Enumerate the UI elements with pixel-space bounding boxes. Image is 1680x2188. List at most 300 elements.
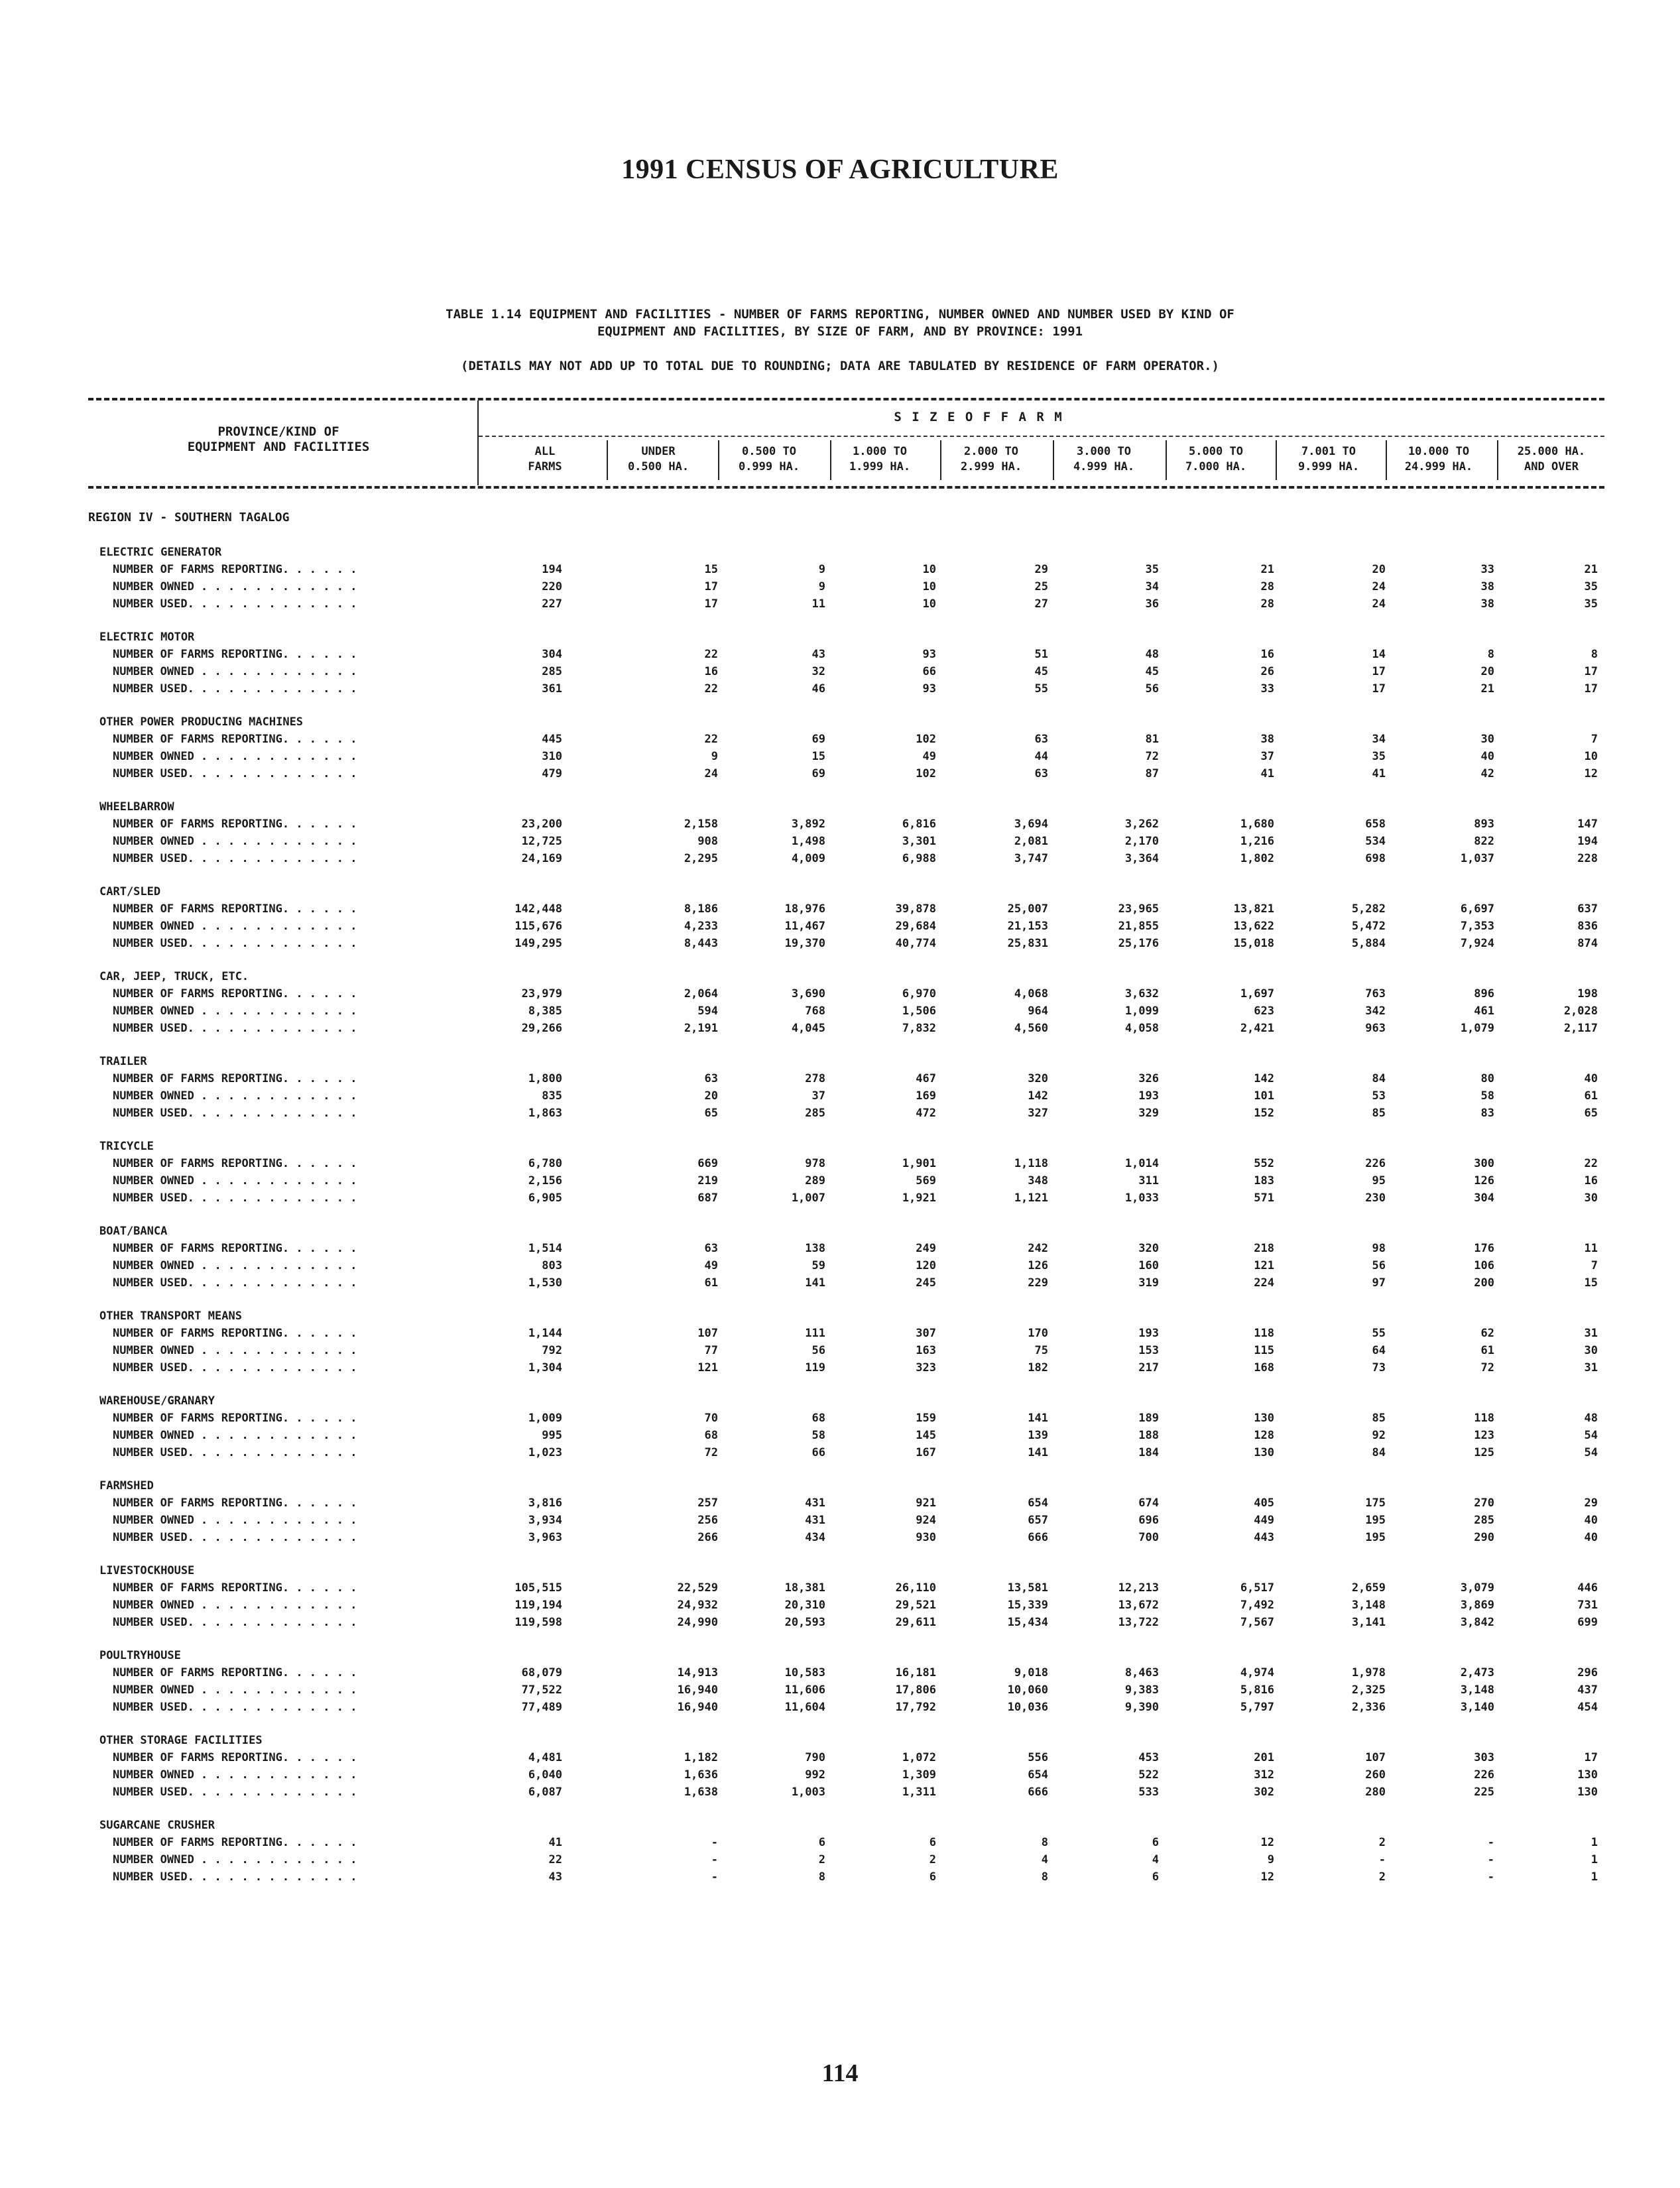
table-cell: 224	[1254, 1276, 1274, 1290]
table-cell: 41	[1372, 767, 1386, 780]
table-cell: 115,676	[514, 920, 562, 933]
table-cell: 194	[542, 563, 562, 576]
row-label: NUMBER USED. . . . . . . . . . . . .	[113, 1361, 357, 1374]
table-cell: 193	[1138, 1327, 1159, 1340]
category-block	[99, 629, 1611, 698]
table-cell: 93	[922, 682, 936, 696]
table-cell: 61	[1480, 1344, 1494, 1357]
table-cell: 182	[1028, 1361, 1048, 1374]
table-cell: 1,037	[1460, 852, 1494, 865]
table-cell: 125	[1474, 1446, 1494, 1459]
table-cell: 68	[704, 1429, 718, 1442]
category-block	[99, 1053, 1611, 1122]
table-cell: 9,018	[1014, 1666, 1048, 1679]
table-cell: 17,792	[895, 1701, 936, 1714]
table-cell: 183	[1254, 1174, 1274, 1187]
row-label: NUMBER USED. . . . . . . . . . . . .	[113, 1531, 357, 1544]
table-cell: 1,007	[791, 1191, 825, 1205]
table-cell: 29	[1584, 1496, 1598, 1510]
table-cell: 1	[1590, 1853, 1598, 1866]
table-cell: 431	[805, 1514, 825, 1527]
table-cell: 5,472	[1351, 920, 1386, 933]
table-row-used	[99, 1359, 1611, 1376]
column-header-line2: 0.999 HA.	[738, 460, 800, 473]
column-header-line2: AND OVER	[1524, 460, 1579, 473]
table-cell: 225	[1474, 1786, 1494, 1799]
table-cell: 3,140	[1460, 1701, 1494, 1714]
table-cell: 3,747	[1014, 852, 1048, 865]
table-cell: 245	[916, 1276, 936, 1290]
table-cell: 657	[1028, 1514, 1048, 1527]
table-cell: 17	[1372, 665, 1386, 678]
stub-header	[99, 424, 457, 455]
table-cell: 3,816	[528, 1496, 562, 1510]
table-cell: 256	[697, 1514, 718, 1527]
table-cell: 2,170	[1124, 835, 1159, 848]
table-cell: 38	[1480, 580, 1494, 593]
table-cell: 836	[1577, 920, 1598, 933]
table-cell: 69	[811, 733, 825, 746]
table-cell: 20,593	[784, 1616, 825, 1629]
table-cell: 22	[704, 733, 718, 746]
table-cell: 696	[1138, 1514, 1159, 1527]
table-cell: 53	[1372, 1089, 1386, 1103]
table-cell: 437	[1577, 1683, 1598, 1697]
table-cell: 37	[1260, 750, 1274, 763]
table-cell: 1,309	[902, 1768, 936, 1782]
category-block	[99, 968, 1611, 1037]
table-cell: 654	[1028, 1496, 1048, 1510]
table-cell: 22,529	[677, 1581, 718, 1595]
column-header-line1: 25.000 HA.	[1517, 445, 1586, 458]
size-rule	[479, 436, 1604, 437]
table-cell: 16	[1260, 648, 1274, 661]
table-cell: 87	[1145, 767, 1159, 780]
category-name: POULTRYHOUSE	[99, 1649, 181, 1662]
stub-header-line2: EQUIPMENT AND FACILITIES	[187, 440, 370, 454]
table-cell: 285	[805, 1107, 825, 1120]
table-cell: 6,040	[528, 1768, 562, 1782]
table-cell: 37	[811, 1089, 825, 1103]
table-cell: 54	[1584, 1429, 1598, 1442]
table-cell: 8,443	[684, 937, 718, 950]
table-cell: 226	[1474, 1768, 1494, 1782]
table-cell: 1,023	[528, 1446, 562, 1459]
table-cell: 3,892	[791, 818, 825, 831]
table-cell: 9	[818, 563, 825, 576]
row-label: NUMBER USED. . . . . . . . . . . . .	[113, 1616, 357, 1629]
table-cell: 260	[1365, 1768, 1386, 1782]
category-name: LIVESTOCKHOUSE	[99, 1564, 195, 1577]
data-table	[99, 544, 1611, 1902]
table-cell: 198	[1577, 987, 1598, 1001]
table-cell: 48	[1584, 1412, 1598, 1425]
column-header-line1: 3.000 TO	[1077, 445, 1131, 458]
table-cell: 2,325	[1351, 1683, 1386, 1697]
table-row-reporting	[99, 1749, 1611, 1766]
table-cell: 666	[1028, 1786, 1048, 1799]
table-cell: 228	[1577, 852, 1598, 865]
table-cell: 1,003	[791, 1786, 825, 1799]
table-row-reporting	[99, 1834, 1611, 1851]
table-cell: 66	[922, 665, 936, 678]
table-cell: 61	[704, 1276, 718, 1290]
header-bottom-rule	[88, 486, 1604, 489]
table-cell: 3,079	[1460, 1581, 1494, 1595]
table-cell: 83	[1480, 1107, 1494, 1120]
table-cell: 80	[1480, 1072, 1494, 1085]
table-cell: 118	[1474, 1412, 1494, 1425]
category-name: TRAILER	[99, 1055, 147, 1068]
table-row-used	[99, 680, 1611, 698]
table-cell: 30	[1584, 1191, 1598, 1205]
table-cell: 10	[1584, 750, 1598, 763]
table-cell: 13,821	[1233, 902, 1274, 916]
category-block	[99, 1647, 1611, 1716]
table-cell: 85	[1372, 1412, 1386, 1425]
table-cell: 22	[1584, 1157, 1598, 1170]
table-cell: 34	[1145, 580, 1159, 593]
category-block	[99, 713, 1611, 782]
table-cell: 123	[1474, 1429, 1494, 1442]
table-cell: 445	[542, 733, 562, 746]
table-cell: 56	[1145, 682, 1159, 696]
table-cell: 6,517	[1240, 1581, 1274, 1595]
column-header-line2: 1.999 HA.	[849, 460, 911, 473]
table-cell: 6,087	[528, 1786, 562, 1799]
table-cell: 141	[1028, 1446, 1048, 1459]
category-block	[99, 1732, 1611, 1801]
table-cell: 3,963	[528, 1531, 562, 1544]
category-block	[99, 1817, 1611, 1886]
table-row-owned	[99, 1087, 1611, 1105]
table-cell: 77,522	[521, 1683, 562, 1697]
row-label: NUMBER OF FARMS REPORTING. . . . . .	[113, 1327, 357, 1340]
table-cell: 1,802	[1240, 852, 1274, 865]
table-cell: 307	[916, 1327, 936, 1340]
table-cell: 17	[1372, 682, 1386, 696]
table-cell: 59	[811, 1259, 825, 1272]
table-cell: 2,336	[1351, 1701, 1386, 1714]
table-cell: 312	[1254, 1768, 1274, 1782]
category-block	[99, 1392, 1611, 1461]
table-cell: 405	[1254, 1496, 1274, 1510]
table-row-reporting	[99, 900, 1611, 918]
table-cell: 3,694	[1014, 818, 1048, 831]
table-cell: 102	[916, 733, 936, 746]
table-cell: 319	[1138, 1276, 1159, 1290]
table-cell: 1	[1590, 1836, 1598, 1849]
table-cell: 130	[1254, 1446, 1274, 1459]
table-cell: 13,722	[1118, 1616, 1159, 1629]
table-cell: 163	[916, 1344, 936, 1357]
row-label: NUMBER USED. . . . . . . . . . . . .	[113, 682, 357, 696]
column-header-line2: 7.000 HA.	[1185, 460, 1247, 473]
table-cell: 454	[1577, 1701, 1598, 1714]
table-cell: 45	[1145, 665, 1159, 678]
table-cell: 29,684	[895, 920, 936, 933]
row-label: NUMBER OF FARMS REPORTING. . . . . .	[113, 818, 357, 831]
table-cell: 2,028	[1563, 1004, 1598, 1018]
table-cell: 4	[1041, 1853, 1048, 1866]
table-cell: 169	[916, 1089, 936, 1103]
table-cell: 73	[1372, 1361, 1386, 1374]
table-cell: 142	[1254, 1072, 1274, 1085]
table-cell: 167	[916, 1446, 936, 1459]
table-cell: 25,176	[1118, 937, 1159, 950]
table-cell: 533	[1138, 1786, 1159, 1799]
column-header-line1: 5.000 TO	[1189, 445, 1243, 458]
table-cell: 654	[1028, 1768, 1048, 1782]
table-cell: 35	[1372, 750, 1386, 763]
table-row-used	[99, 1868, 1611, 1886]
table-cell: 431	[805, 1496, 825, 1510]
table-cell: 5,884	[1351, 937, 1386, 950]
table-cell: 6	[929, 1836, 936, 1849]
table-cell: 4,974	[1240, 1666, 1274, 1679]
table-cell: 168	[1254, 1361, 1274, 1374]
table-cell: 12	[1584, 767, 1598, 780]
table-cell: 569	[916, 1174, 936, 1187]
table-row-used	[99, 1784, 1611, 1801]
category-block	[99, 1307, 1611, 1376]
table-cell: 159	[916, 1412, 936, 1425]
table-cell: 35	[1584, 580, 1598, 593]
row-label: NUMBER OF FARMS REPORTING. . . . . .	[113, 987, 357, 1001]
table-cell: 4	[1152, 1853, 1159, 1866]
column-header-line1: 7.001 TO	[1301, 445, 1356, 458]
table-cell: 72	[1145, 750, 1159, 763]
table-row-owned	[99, 1342, 1611, 1359]
table-cell: 290	[1474, 1531, 1494, 1544]
table-cell: 138	[805, 1242, 825, 1255]
table-cell: 95	[1372, 1174, 1386, 1187]
table-cell: 8	[1041, 1870, 1048, 1884]
table-row-reporting	[99, 816, 1611, 833]
row-label: NUMBER OF FARMS REPORTING. . . . . .	[113, 563, 357, 576]
table-cell: 170	[1028, 1327, 1048, 1340]
row-label: NUMBER OWNED . . . . . . . . . . . .	[113, 1599, 357, 1612]
column-header-line1: 2.000 TO	[964, 445, 1018, 458]
table-cell: 20	[704, 1089, 718, 1103]
table-cell: 4,560	[1014, 1022, 1048, 1035]
table-cell: 24	[1372, 597, 1386, 611]
table-cell: 242	[1028, 1242, 1048, 1255]
table-row-reporting	[99, 646, 1611, 663]
table-cell: 70	[704, 1412, 718, 1425]
table-row-owned	[99, 663, 1611, 680]
table-cell: 63	[704, 1242, 718, 1255]
table-cell: 16	[1584, 1174, 1598, 1187]
table-cell: 763	[1365, 987, 1386, 1001]
table-cell: 33	[1480, 563, 1494, 576]
table-row-reporting	[99, 561, 1611, 578]
table-row-reporting	[99, 1070, 1611, 1087]
row-label: NUMBER OF FARMS REPORTING. . . . . .	[113, 1157, 357, 1170]
table-cell: 111	[805, 1327, 825, 1340]
table-cell: 2	[818, 1853, 825, 1866]
table-cell: 189	[1138, 1412, 1159, 1425]
table-cell: 48	[1145, 648, 1159, 661]
table-cell: 4,481	[528, 1751, 562, 1764]
table-cell: 21,153	[1007, 920, 1048, 933]
table-cell: 2,081	[1014, 835, 1048, 848]
table-cell: 9	[711, 750, 718, 763]
table-cell: 226	[1365, 1157, 1386, 1170]
table-cell: 6,970	[902, 987, 936, 1001]
table-cell: 4,045	[791, 1022, 825, 1035]
table-cell: 16,181	[895, 1666, 936, 1679]
table-cell: 141	[1028, 1412, 1048, 1425]
table-cell: -	[1487, 1836, 1494, 1849]
row-label: NUMBER OF FARMS REPORTING. . . . . .	[113, 902, 357, 916]
table-cell: 1,638	[684, 1786, 718, 1799]
table-cell: 1,901	[902, 1157, 936, 1170]
row-label: NUMBER USED. . . . . . . . . . . . .	[113, 1276, 357, 1290]
table-cell: 34	[1372, 733, 1386, 746]
table-cell: 2,191	[684, 1022, 718, 1035]
table-cell: 23,965	[1118, 902, 1159, 916]
table-cell: 39,878	[895, 902, 936, 916]
table-cell: 23,200	[521, 818, 562, 831]
table-row-owned	[99, 1257, 1611, 1274]
table-cell: 6,697	[1460, 902, 1494, 916]
table-cell: 449	[1254, 1514, 1274, 1527]
table-note: (DETAILS MAY NOT ADD UP TO TOTAL DUE TO ROUNDING; DATA ARE TABULATED BY RESIDENCE OF FARM OPERATOR.)	[461, 359, 1219, 373]
table-cell: 17	[1584, 665, 1598, 678]
table-cell: 8	[818, 1870, 825, 1884]
table-cell: 55	[1372, 1327, 1386, 1340]
table-cell: 698	[1365, 852, 1386, 865]
table-cell: 152	[1254, 1107, 1274, 1120]
table-cell: 361	[542, 682, 562, 696]
table-cell: 687	[697, 1191, 718, 1205]
column-header	[1272, 444, 1385, 475]
table-cell: 14	[1372, 648, 1386, 661]
table-cell: 2,473	[1460, 1666, 1494, 1679]
table-cell: 3,262	[1124, 818, 1159, 831]
table-row-owned	[99, 1766, 1611, 1784]
table-cell: 20	[1480, 665, 1494, 678]
table-cell: 2	[1378, 1870, 1386, 1884]
row-label: NUMBER USED. . . . . . . . . . . . .	[113, 937, 357, 950]
table-cell: 1,118	[1014, 1157, 1048, 1170]
table-cell: 3,364	[1124, 852, 1159, 865]
table-cell: 835	[542, 1089, 562, 1103]
table-cell: 175	[1365, 1496, 1386, 1510]
table-cell: 75	[1034, 1344, 1048, 1357]
table-cell: 6,780	[528, 1157, 562, 1170]
table-cell: 81	[1145, 733, 1159, 746]
table-cell: 217	[1138, 1361, 1159, 1374]
table-cell: 97	[1372, 1276, 1386, 1290]
table-cell: 1	[1590, 1870, 1598, 1884]
table-cell: 49	[704, 1259, 718, 1272]
table-cell: 27	[1034, 597, 1048, 611]
table-cell: 302	[1254, 1786, 1274, 1799]
table-cell: 15,339	[1007, 1599, 1048, 1612]
table-cell: 4,233	[684, 920, 718, 933]
column-divider	[1276, 440, 1277, 480]
table-cell: 11,467	[784, 920, 825, 933]
table-cell: 323	[916, 1361, 936, 1374]
table-cell: 3,148	[1351, 1599, 1386, 1612]
table-cell: 1,498	[791, 835, 825, 848]
table-cell: 556	[1028, 1751, 1048, 1764]
column-header	[489, 444, 601, 475]
column-header-line1: 0.500 TO	[742, 445, 796, 458]
table-cell: 21	[1584, 563, 1598, 576]
table-cell: 731	[1577, 1599, 1598, 1612]
category-name: WAREHOUSE/GRANARY	[99, 1394, 215, 1408]
table-cell: 7,567	[1240, 1616, 1274, 1629]
table-cell: 11,606	[784, 1683, 825, 1697]
row-label: NUMBER OWNED . . . . . . . . . . . .	[113, 835, 357, 848]
table-cell: 21	[1480, 682, 1494, 696]
table-cell: 4,058	[1124, 1022, 1159, 1035]
column-header	[1382, 444, 1495, 475]
table-cell: 3,301	[902, 835, 936, 848]
table-cell: 61	[1584, 1089, 1598, 1103]
row-label: NUMBER OWNED . . . . . . . . . . . .	[113, 580, 357, 593]
table-cell: 9	[818, 580, 825, 593]
table-cell: 17	[704, 597, 718, 611]
table-cell: 42	[1480, 767, 1494, 780]
row-label: NUMBER OF FARMS REPORTING. . . . . .	[113, 1496, 357, 1510]
table-cell: 1,216	[1240, 835, 1274, 848]
table-cell: 2,421	[1240, 1022, 1274, 1035]
table-cell: 17	[1584, 1751, 1598, 1764]
table-cell: 22	[548, 1853, 562, 1866]
page-title: 1991 CENSUS OF AGRICULTURE	[621, 154, 1059, 185]
table-row-owned	[99, 1597, 1611, 1614]
table-cell: 552	[1254, 1157, 1274, 1170]
table-cell: 6,905	[528, 1191, 562, 1205]
table-cell: 571	[1254, 1191, 1274, 1205]
table-row-owned	[99, 1172, 1611, 1189]
table-cell: 3,141	[1351, 1616, 1386, 1629]
table-cell: 2,117	[1563, 1022, 1598, 1035]
table-cell: 1,921	[902, 1191, 936, 1205]
table-cell: 43	[811, 648, 825, 661]
table-cell: 43	[548, 1870, 562, 1884]
table-cell: 149,295	[514, 937, 562, 950]
table-cell: 119	[805, 1361, 825, 1374]
table-cell: 2	[929, 1853, 936, 1866]
table-cell: 7,353	[1460, 920, 1494, 933]
table-caption-line2: EQUIPMENT AND FACILITIES, BY SIZE OF FARM, AND BY PROVINCE: 1991	[597, 324, 1083, 339]
table-cell: 12,213	[1118, 1581, 1159, 1595]
table-cell: 28	[1260, 580, 1274, 593]
category-name: BOAT/BANCA	[99, 1225, 168, 1238]
page-number: 114	[821, 2059, 859, 2087]
table-cell: 18,381	[784, 1581, 825, 1595]
table-cell: 12	[1260, 1870, 1274, 1884]
table-cell: 142	[1028, 1089, 1048, 1103]
table-cell: 10,583	[784, 1666, 825, 1679]
table-cell: -	[1487, 1853, 1494, 1866]
table-cell: 326	[1138, 1072, 1159, 1085]
row-label: NUMBER USED. . . . . . . . . . . . .	[113, 1786, 357, 1799]
table-row-owned	[99, 1427, 1611, 1444]
table-cell: 77,489	[521, 1701, 562, 1714]
table-cell: 201	[1254, 1751, 1274, 1764]
table-row-reporting	[99, 731, 1611, 748]
table-cell: 72	[704, 1446, 718, 1459]
table-cell: 13,581	[1007, 1581, 1048, 1595]
table-cell: 230	[1365, 1191, 1386, 1205]
table-cell: 38	[1480, 597, 1494, 611]
